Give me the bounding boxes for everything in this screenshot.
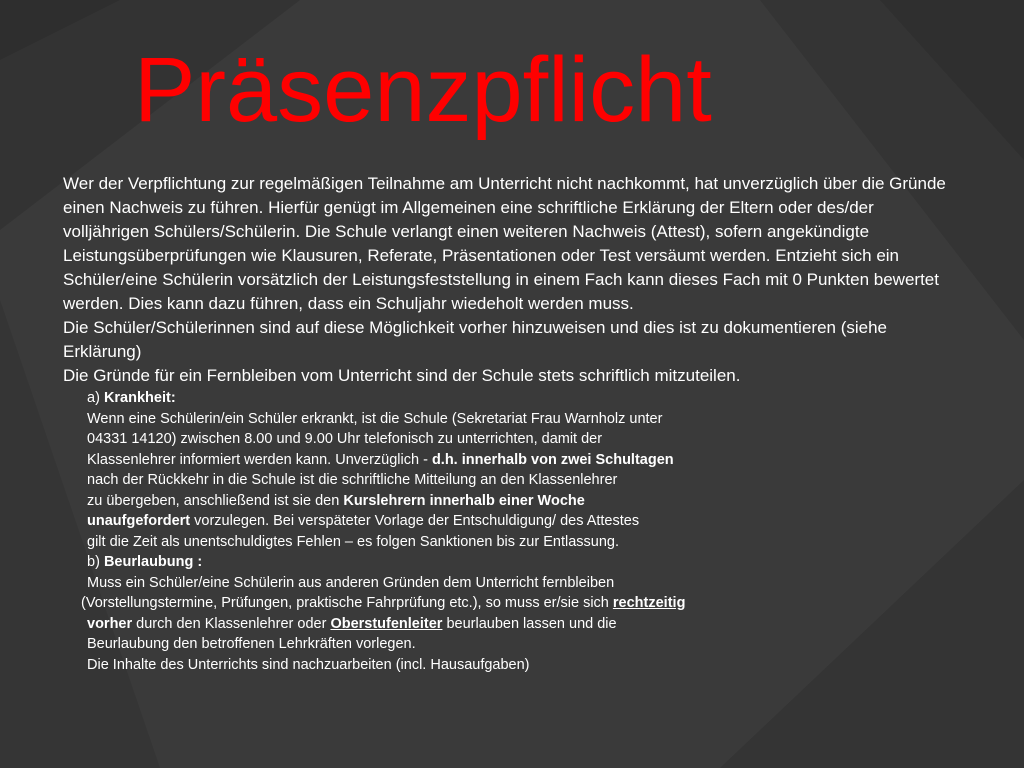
section-b-beforehand: vorher (87, 615, 133, 632)
section-b-heading (63, 552, 963, 573)
section-a-line-6-text: vorzulegen. Bei verspäteter Vorlage der Entschuldigung/ des Attestes (190, 513, 640, 529)
section-a-line-7: gilt die Zeit als unentschuldigtes Fehlen – es folgen Sanktionen bis zur Entlassung. (87, 533, 619, 550)
body-paragraph-2: Die Schüler/Schülerinnen sind auf diese Möglichkeit vorher hinzuweisen und dies ist zu dokumentieren (siehe Erklärung) (63, 318, 888, 361)
section-a-line-2: 04331 14120) zwischen 8.00 und 9.00 Uhr telefonisch zu unterrichten, damit der (87, 431, 603, 447)
section-b-timely: rechtzeitig (612, 595, 686, 611)
section-b-line-3 (63, 614, 963, 635)
section-b-line-1: Muss ein Schüler/eine Schülerin aus anderen Gründen dem Unterricht fernbleiben (87, 574, 615, 591)
section-a-line-6 (63, 511, 963, 532)
section-a-line-3-text: Klassenlehrer informiert werden kann. Unverzüglich - (87, 451, 432, 468)
section-b-line-2 (63, 593, 963, 614)
section-a-line-5-text: zu übergeben, anschließend ist sie den (87, 492, 344, 509)
section-a-marker: a) (87, 390, 100, 406)
section-b-line-3-tail: beurlauben lassen und die (442, 615, 617, 632)
section-a-line-4: nach der Rückkehr in die Schule ist die schriftliche Mitteilung an den Klassenlehrer (87, 472, 618, 488)
section-a-title: Krankheit: (103, 390, 176, 406)
section-a-heading (63, 388, 963, 409)
section-b-line-3-text: durch den Klassenlehrer oder (132, 615, 331, 632)
section-b-line-2-text: (Vorstellungstermine, Prüfungen, praktische Fahrprüfung etc.), so muss er/sie sich (81, 595, 613, 611)
section-a-line-3 (63, 450, 963, 471)
section-b-marker: b) (87, 554, 100, 570)
section-b-title: Beurlaubung : (103, 554, 203, 570)
section-b-line-4: Beurlaubung den betroffenen Lehrkräften vorlegen. (87, 636, 416, 652)
section-a-line-1: Wenn eine Schülerin/ein Schüler erkrankt, ist die Schule (Sekretariat Frau Warnholz unter (87, 410, 663, 427)
slide-title: Präsenzpflicht (134, 39, 712, 141)
section-a-line-5 (63, 491, 963, 512)
section-a-unprompted: unaufgefordert (87, 513, 191, 529)
section-krankheit (63, 388, 963, 552)
section-beurlaubung (63, 552, 963, 675)
slide-body (63, 172, 963, 675)
section-a-course-deadline: Kurslehrern innerhalb einer Woche (343, 492, 585, 509)
section-a-deadline: d.h. innerhalb von zwei Schultagen (431, 451, 674, 468)
section-b-oberstufenleiter: Oberstufenleiter (330, 615, 443, 632)
body-paragraph-1: Wer der Verpflichtung zur regelmäßigen Teilnahme am Unterricht nicht nachkommt, hat unverzüglich über die Gründe einen Nachweis zu führen. Hierfür genügt im Allgemeinen eine schriftliche Erklärung der Eltern oder des/der volljährigen Schülers/Schülerin. Die Schule verlangt einen weiteren Nachweis (Attest), sofern angekündigte Leistungsüberprüfungen wie Klausuren, Referate, Präsentationen oder Test versäumt werden. Entzieht sich ein Schüler/eine Schülerin vorsätzlich der Leistungsfeststellung in einem Fach kann dieses Fach mit 0 Punkten bewertet werden. Dies kann dazu führen, dass ein Schuljahr wiedeholt werden muss. (63, 174, 946, 313)
body-paragraph-3: Die Gründe für ein Fernbleiben vom Unterricht sind der Schule stets schriftlich mitzuteilen. (63, 366, 741, 385)
section-b-line-5: Die Inhalte des Unterrichts sind nachzuarbeiten (incl. Hausaufgaben) (87, 656, 530, 673)
